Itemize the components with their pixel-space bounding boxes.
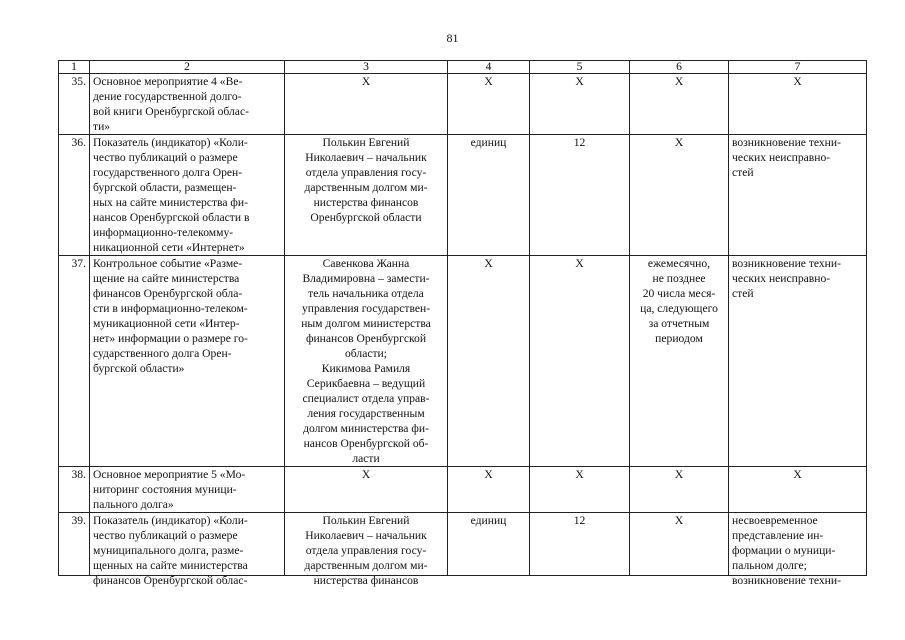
row-name-cell <box>90 513 285 587</box>
row-responsible: Полькин Евгений Николаевич – начальник отдела управления госу- дарственным долгом ми- нистерства финансов <box>304 514 428 587</box>
row-responsible: Полькин Евгений Николаевич – начальник отдела управления госу- дарственным долгом ми- нистерства финансов Оренбургской области <box>285 135 448 256</box>
row-unit: единиц <box>448 513 530 576</box>
column-header: 2 <box>90 61 285 74</box>
row-responsible: Х <box>285 467 448 513</box>
row-unit: Х <box>448 256 530 467</box>
row-name: Показатель (индикатор) «Коли- чество публикаций о размере муниципального долга, разме- щенных на сайте министерства финансов Оренбургской облас- <box>93 514 248 587</box>
page-number: 81 <box>446 31 459 45</box>
table-row <box>59 513 867 576</box>
row-value: 12 <box>530 513 630 576</box>
row-responsible-cell <box>285 513 448 587</box>
row-number: 38. <box>59 467 90 513</box>
row-name: Контрольное событие «Разме- щение на сайте министерства финансов Оренбургской обла- сти в информационно-телеком- муникационной сети «Интер- нет» информации о размере го- сударственного долга Орен- бургской области» <box>90 256 285 467</box>
row-name: Показатель (индикатор) «Коли- чество публикаций о размере государственного долга Орен- бургской области, размещен- ных на сайте министерства фи- нансов Оренбургской области в информационно-телекомму- никационной сети «Интернет» <box>90 135 285 256</box>
row-risk: несвоевременное представление ин- формации о муници- пальном долге; возникновение техни- <box>732 514 841 587</box>
row-value: 12 <box>530 135 630 256</box>
row-risk: Х <box>729 467 867 513</box>
plan-table <box>58 60 867 587</box>
row-unit: единиц <box>448 135 530 256</box>
row-number: 35. <box>59 74 90 135</box>
row-deadline: Х <box>630 513 729 576</box>
row-value: Х <box>530 256 630 467</box>
row-number: 36. <box>59 135 90 256</box>
row-name: Основное мероприятие 4 «Ве- дение государственной долго- вой книги Оренбургской облас- ти» <box>90 74 285 135</box>
column-header: 5 <box>530 61 630 74</box>
row-risk: возникновение техни- ческих неисправно- стей <box>729 135 867 256</box>
column-header: 3 <box>285 61 448 74</box>
table-row <box>59 256 867 467</box>
row-unit: Х <box>448 467 530 513</box>
row-name: Основное мероприятие 5 «Мо- ниторинг состояния муници- пального долга» <box>90 467 285 513</box>
row-responsible: Савенкова Жанна Владимировна – замести- тель начальника отдела управления государствен- ным долгом министерства финансов Оренбургской области; Кикимова Рамиля Серикбаевна – ведущий специалист отдела управ- ления государственным долгом министерства фи- нансов Оренбургской об- ласти <box>285 256 448 467</box>
row-risk-cell <box>729 513 867 587</box>
row-value: Х <box>530 74 630 135</box>
row-number: 39. <box>59 513 90 576</box>
row-responsible: Х <box>285 74 448 135</box>
table-row <box>59 467 867 513</box>
row-risk: возникновение техни- ческих неисправно- стей <box>729 256 867 467</box>
table-row <box>59 135 867 256</box>
row-value: Х <box>530 467 630 513</box>
row-deadline: Х <box>630 74 729 135</box>
column-header: 1 <box>59 61 90 74</box>
column-header: 6 <box>630 61 729 74</box>
column-header: 4 <box>448 61 530 74</box>
table-header-row <box>59 61 867 74</box>
row-deadline: Х <box>630 467 729 513</box>
row-risk: Х <box>729 74 867 135</box>
row-number: 37. <box>59 256 90 467</box>
row-deadline: Х <box>630 135 729 256</box>
row-deadline: ежемесячно, не позднее 20 числа меся- ца, следующего за отчетным периодом <box>630 256 729 467</box>
table-row <box>59 74 867 135</box>
row-unit: Х <box>448 74 530 135</box>
column-header: 7 <box>729 61 867 74</box>
